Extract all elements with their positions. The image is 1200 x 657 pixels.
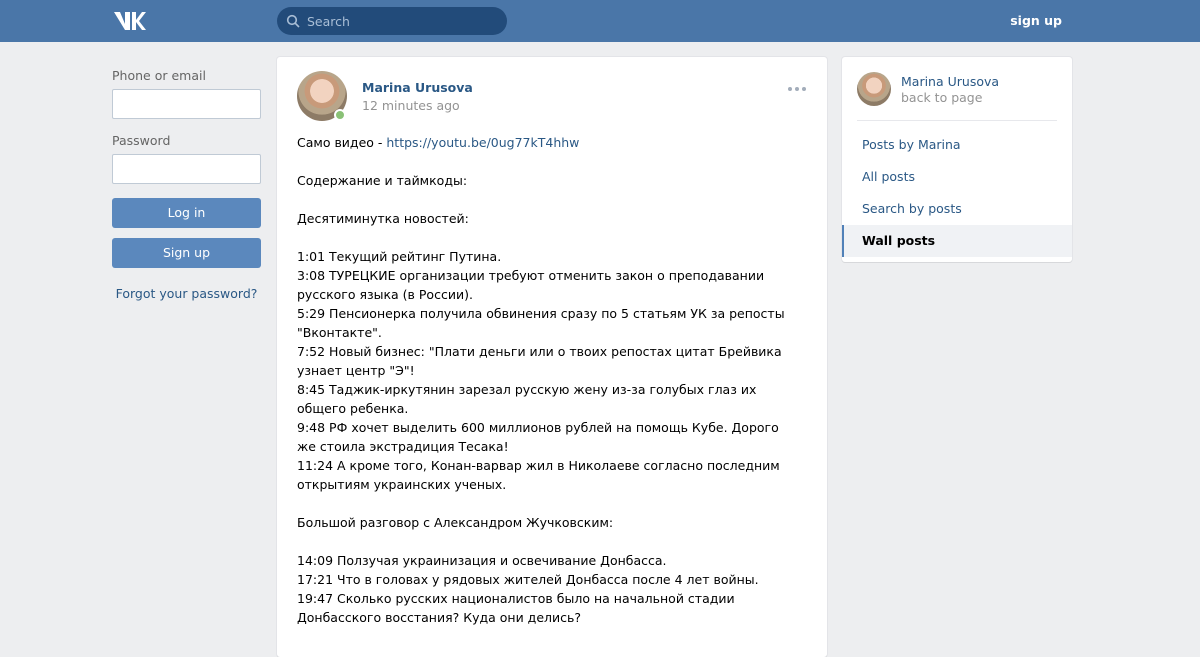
login-button[interactable]: Log in [112, 198, 261, 228]
post-avatar-wrap[interactable] [297, 71, 347, 121]
nav-item-wall-posts[interactable]: Wall posts [842, 225, 1072, 257]
post-lines [297, 171, 797, 627]
spacer [297, 228, 797, 247]
post-line: 8:45 Таджик-иркутянин зарезал русскую жену из-за голубых глаз их общего ребенка. [297, 382, 757, 416]
online-indicator [334, 109, 346, 121]
phone-input[interactable] [112, 89, 261, 119]
password-input[interactable] [112, 154, 261, 184]
signup-link[interactable]: sign up [1010, 13, 1062, 28]
phone-label: Phone or email [112, 68, 206, 83]
login-form [112, 68, 261, 301]
post-line: Содержание и таймкоды: [297, 173, 468, 188]
search-icon [286, 14, 300, 28]
post-line: 1:01 Текущий рейтинг Путина. [297, 249, 502, 264]
spacer [297, 190, 797, 209]
post-line: 9:48 РФ хочет выделить 600 миллионов рублей на помощь Кубе. Дорого же стоила экстрадиция Тесака! [297, 420, 779, 454]
divider [857, 120, 1057, 121]
more-options-icon[interactable] [787, 83, 807, 95]
post-line: 7:52 Новый бизнес: "Плати деньги или о твоих репостах цитат Брейвика узнает центр "Э"! [297, 344, 782, 378]
post-text [297, 133, 797, 627]
post-line: 14:09 Ползучая украинизация и освечивание Донбасса. [297, 553, 667, 568]
post-line: 17:21 Что в головах у рядовых жителей Донбасса после 4 лет войны. [297, 572, 759, 587]
forgot-password-link[interactable]: Forgot your password? [115, 286, 258, 301]
post-line: 3:08 ТУРЕЦКИЕ организации требуют отменить закон о преподавании русского языка (в России). [297, 268, 765, 302]
signup-button[interactable]: Sign up [112, 238, 261, 268]
nav-profile-name[interactable]: Marina Urusova [901, 74, 1000, 89]
search-box[interactable] [277, 7, 507, 35]
nav-items [842, 129, 1072, 257]
spacer [297, 532, 797, 551]
nav-item-posts-by-marina[interactable]: Posts by Marina [862, 137, 961, 152]
search-input[interactable] [305, 7, 501, 35]
post-line: 11:24 А кроме того, Конан-варвар жил в Николаеве согласно последним открытиям украинских ученых. [297, 458, 780, 492]
top-header [0, 0, 1200, 42]
video-link[interactable]: https://youtu.be/0ug77kT4hhw [386, 135, 580, 150]
intro-prefix: Само видео - [297, 135, 387, 150]
spacer [297, 152, 797, 171]
password-label: Password [112, 133, 171, 148]
wall-post [277, 57, 827, 657]
vk-logo-icon[interactable] [112, 10, 146, 32]
nav-avatar[interactable] [857, 72, 891, 106]
post-line: 5:29 Пенсионерка получила обвинения сразу по 5 статьям УК за репосты "Вконтакте". [297, 306, 785, 340]
post-line: Десятиминутка новостей: [297, 211, 469, 226]
nav-item-all-posts[interactable]: All posts [862, 169, 915, 184]
post-line: Большой разговор с Александром Жучковским: [297, 515, 614, 530]
spacer [297, 494, 797, 513]
post-author[interactable]: Marina Urusova [362, 80, 473, 95]
right-navigation [842, 57, 1072, 262]
post-line: 19:47 Сколько русских националистов было на начальной стадии Донбасского восстания? Куда они делись? [297, 591, 735, 625]
nav-item-search-by-posts[interactable]: Search by posts [862, 201, 962, 216]
back-to-page-link[interactable]: back to page [901, 90, 983, 105]
post-intro [297, 133, 797, 152]
post-time[interactable]: 12 minutes ago [362, 98, 460, 113]
